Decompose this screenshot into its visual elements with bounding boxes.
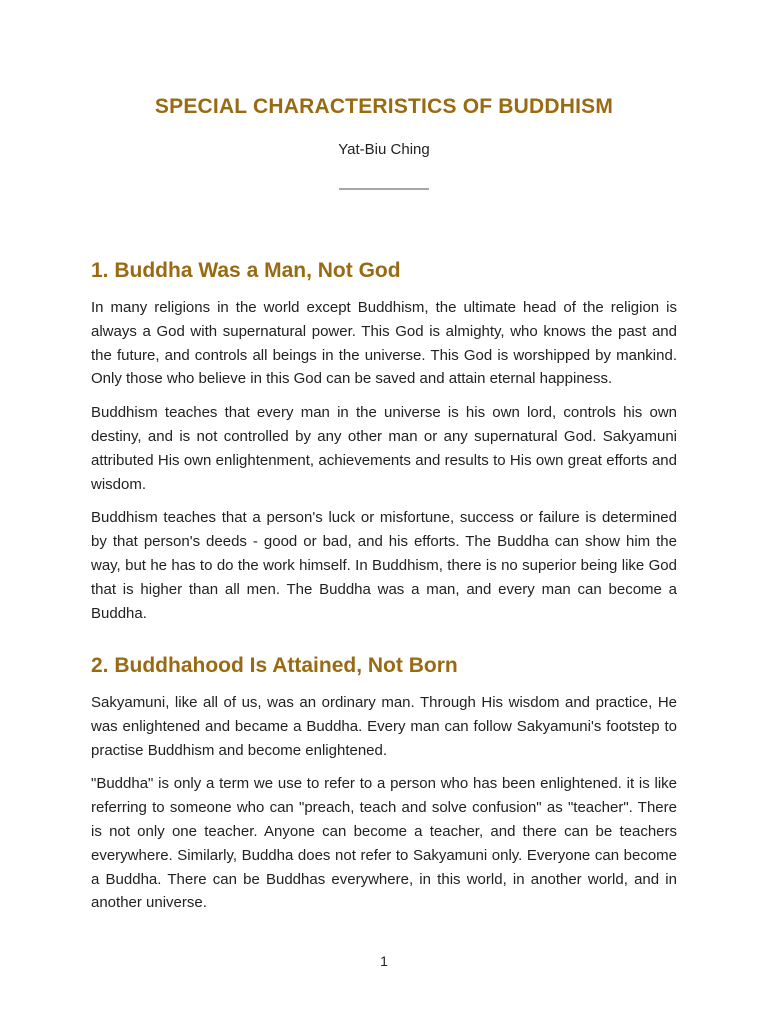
paragraph: Buddhism teaches that every man in the universe is his own lord, controls his own destiny, and is not controlled by any other man or any supernatural God. Sakyamuni attributed His own enlightenment, achievements and results to His own great efforts and wisdom. (91, 404, 677, 493)
title-divider (339, 188, 429, 190)
document-author: Yat-Biu Ching (338, 141, 430, 158)
document-title: SPECIAL CHARACTERISTICS OF BUDDHISM (154, 95, 614, 118)
paragraph: Buddhism teaches that a person's luck or misfortune, success or failure is determined by that person's deeds - good or bad, and his efforts. The Buddha can show him the way, but he has to do the work himself. In Buddhism, there is no superior being like God that is higher than all men. The Buddha was a man, and every man can become a Buddha. (91, 509, 677, 622)
section-2 (91, 651, 677, 925)
section-heading: 1. Buddha Was a Man, Not God (91, 259, 401, 282)
page-number: 1 (380, 953, 388, 969)
paragraph: In many religions in the world except Buddhism, the ultimate head of the religion is always a God with supernatural power. This God is almighty, who knows the past and the future, and controls all beings in the universe. This God is worshipped by mankind. Only those who believe in this God can be saved and attain eternal happiness. (91, 299, 677, 388)
paragraph: Sakyamuni, like all of us, was an ordinary man. Through His wisdom and practice, He was enlightened and became a Buddha. Every man can follow Sakyamuni's footstep to practise Buddhism and become enlightened. (91, 694, 677, 759)
paragraph: "Buddha" is only a term we use to refer to a person who has been enlightened. it is like referring to someone who can "preach, teach and solve confusion" as "teacher". There is not only one teacher. Anyone can become a teacher, and there can be teachers everywhere. Similarly, Buddha does not refer to Sakyamuni only. Everyone can become a Buddha. There can be Buddhas everywhere, in this world, in another world, and in another universe. (91, 775, 677, 912)
section-heading: 2. Buddhahood Is Attained, Not Born (91, 654, 458, 677)
section-1 (91, 256, 677, 635)
